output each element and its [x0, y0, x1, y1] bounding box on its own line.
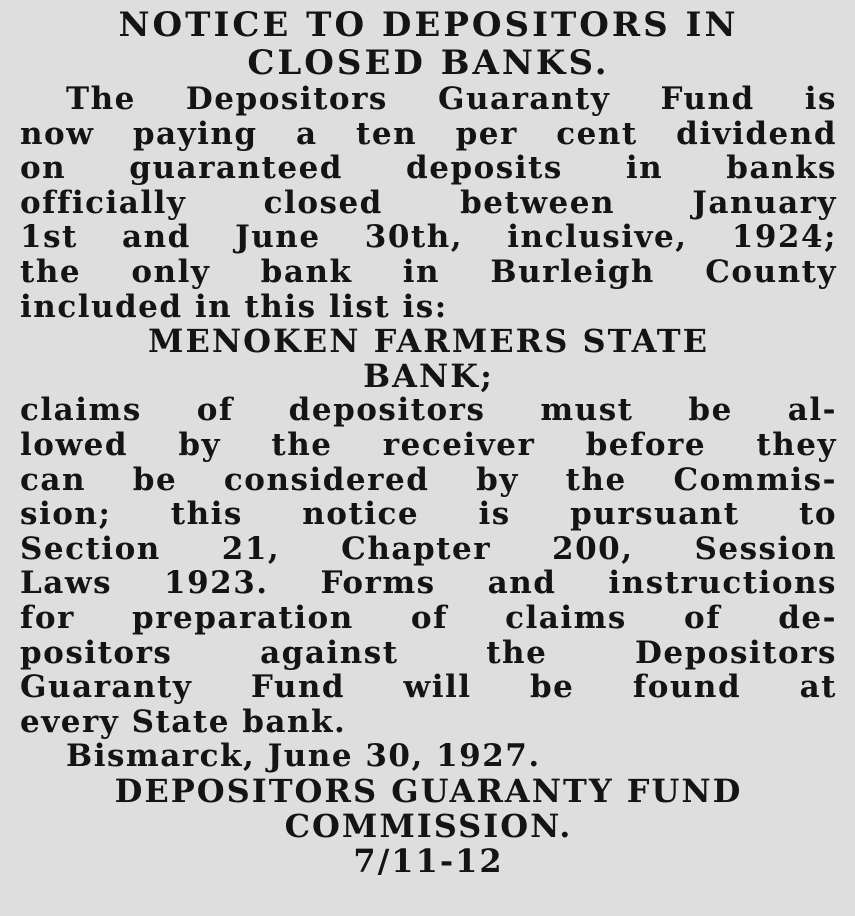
notice-paragraph-2 — [20, 393, 837, 739]
paragraph-line: 1st and June 30th, inclusive, 1924; — [20, 219, 837, 256]
bank-name-line-1: MENOKEN FARMERS STATE — [148, 322, 709, 361]
paragraph-line: on guaranteed deposits in banks — [20, 150, 837, 187]
paragraph-line: positors against the Depositors — [20, 634, 837, 671]
signature — [20, 771, 837, 845]
paragraph-line: Section 21, Chapter 200, Session — [20, 530, 837, 567]
paragraph-line: can be considered by the Commis- — [20, 461, 837, 498]
paragraph-line: for preparation of claims of de- — [20, 599, 837, 636]
paragraph-line: sion; this notice is pursuant to — [20, 496, 837, 533]
paragraph-line: Laws 1923. Forms and instructions — [20, 565, 837, 602]
paragraph-line: now paying a ten per cent dividend — [20, 115, 837, 152]
headline-line-1: NOTICE TO DEPOSITORS IN — [118, 5, 739, 45]
signature-line-2: COMMISSION. — [284, 806, 573, 845]
bank-name — [20, 324, 837, 393]
insertion-code: 7/11-12 — [353, 841, 504, 880]
notice-headline — [20, 6, 837, 82]
notice-paragraph-1 — [20, 82, 837, 324]
paragraph-line: lowed by the receiver before they — [20, 426, 837, 463]
paragraph-line: officially closed between January — [20, 184, 837, 221]
dateline: Bismarck, June 30, 1927. — [66, 738, 541, 775]
bank-name-line-2: BANK; — [363, 356, 494, 395]
paragraph-line: the only bank in Burleigh County — [20, 253, 837, 290]
signature-line-1: DEPOSITORS GUARANTY FUND — [114, 771, 743, 810]
paragraph-line: claims of depositors must be al- — [20, 392, 837, 429]
paragraph-line: The Depositors Guaranty Fund is — [66, 81, 837, 117]
paragraph-line: Guaranty Fund will be found at — [20, 669, 837, 706]
headline-line-2: CLOSED BANKS. — [247, 43, 610, 83]
paragraph-line: included in this list is: — [20, 288, 448, 325]
paragraph-line: every State bank. — [20, 703, 347, 740]
